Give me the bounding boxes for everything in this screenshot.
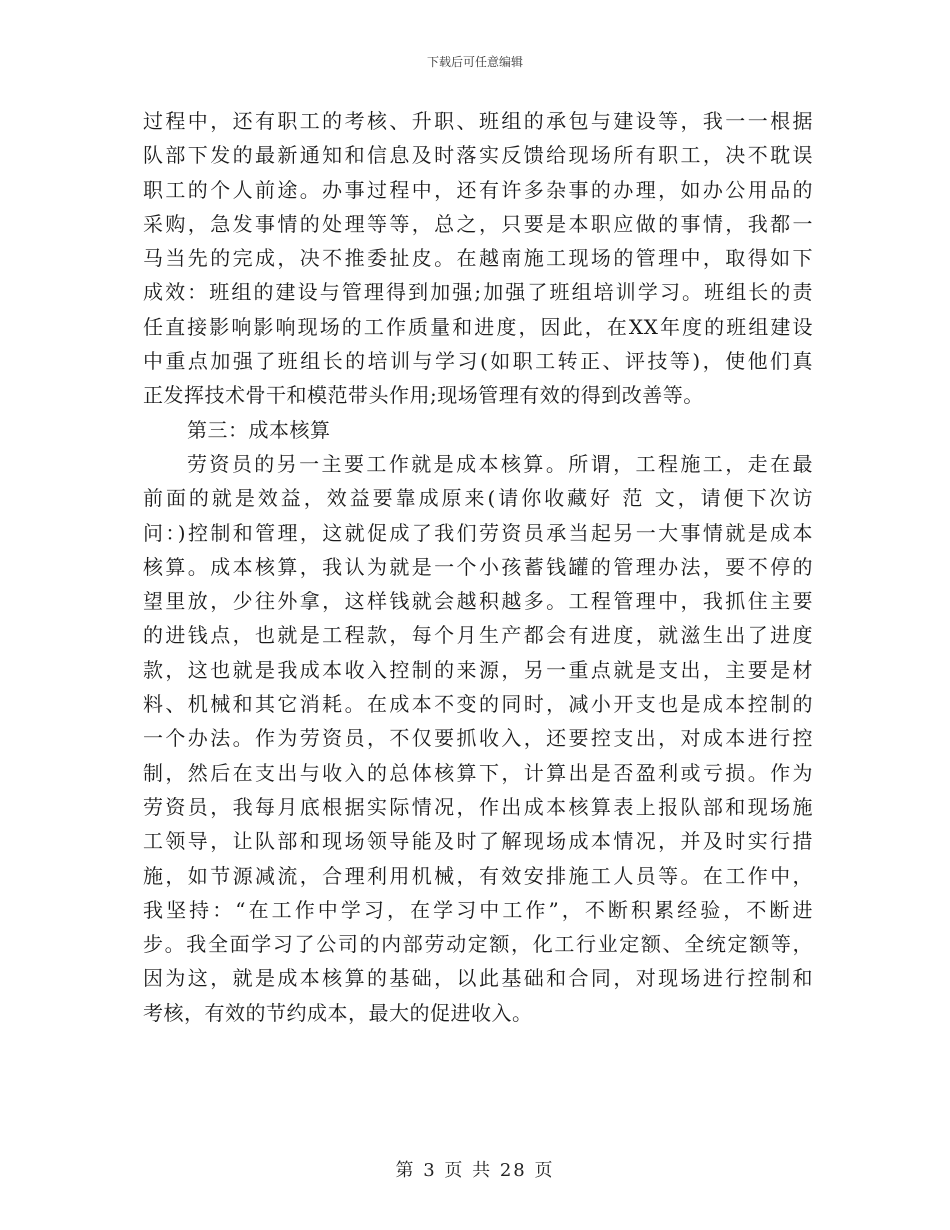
text-line: 我坚持：“在工作中学习，在学习中工作”，不断积累经验，不断进 xyxy=(143,897,813,922)
text-line: 正发挥技术骨干和模范带头作用;现场管理有效的得到改善等。 xyxy=(143,383,704,408)
text-line: 核算。成本核算，我认为就是一个小孩蓄钱罐的管理办法，要不停的 xyxy=(143,554,813,579)
text-line: 的进钱点，也就是工程款，每个月生产都会有进度，就滋生出了进度 xyxy=(143,623,813,648)
text-line: 料、机械和其它消耗。在成本不变的同时，减小开支也是成本控制的 xyxy=(143,692,813,717)
page-number: 第 3 页 共 28 页 xyxy=(395,1160,555,1181)
text-line: 款，这也就是我成本收入控制的来源，另一重点就是支出，主要是材 xyxy=(143,657,813,682)
text-line: 一个办法。作为劳资员，不仅要抓收入，还要控支出，对成本进行控 xyxy=(143,726,813,751)
text-line: 中重点加强了班组长的培训与学习(如职工转正、评技等)，使他们真 xyxy=(143,349,813,374)
text-line: 问：)控制和管理，这就促成了我们劳资员承当起另一大事情就是成本 xyxy=(143,520,813,545)
text-line: 职工的个人前途。办事过程中，还有许多杂事的办理，如办公用品的 xyxy=(143,177,813,202)
text-line: 步。我全面学习了公司的内部劳动定额，化工行业定额、全统定额等， xyxy=(143,932,813,957)
section-heading: 第三：成本核算 xyxy=(187,417,331,442)
text-line: 工领导，让队部和现场领导能及时了解现场成本情况，并及时实行措 xyxy=(143,829,813,854)
text-line: 采购，急发事情的处理等等，总之，只要是本职应做的事情，我都一 xyxy=(143,211,813,236)
text-line: 队部下发的最新通知和信息及时落实反馈给现场所有职工，决不耽误 xyxy=(143,143,813,168)
text-line: 马当先的完成，决不推委扯皮。在越南施工现场的管理中，取得如下 xyxy=(143,246,813,271)
text-line: 前面的就是效益，效益要靠成原来(请你收藏好 范 文，请便下次访 xyxy=(143,486,813,511)
text-line: 成效：班组的建设与管理得到加强;加强了班组培训学习。班组长的责 xyxy=(143,280,813,305)
text-line: 施，如节源减流，合理利用机械，有效安排施工人员等。在工作中， xyxy=(143,863,813,888)
text-line: 望里放，少往外拿，这样钱就会越积越多。工程管理中，我抓住主要 xyxy=(143,589,813,614)
text-line: 因为这，就是成本核算的基础，以此基础和合同，对现场进行控制和 xyxy=(143,966,813,991)
page-header: 下载后可任意编辑 xyxy=(426,55,523,69)
text-line: 任直接影响影响现场的工作质量和进度，因此，在XX年度的班组建设 xyxy=(143,314,813,339)
text-line: 制，然后在支出与收入的总体核算下，计算出是否盈利或亏损。作为 xyxy=(143,760,813,785)
text-line: 劳资员的另一主要工作就是成本核算。所谓，工程施工，走在最 xyxy=(187,451,813,476)
text-line: 过程中，还有职工的考核、升职、班组的承包与建设等，我一一根据 xyxy=(143,109,813,133)
document-body xyxy=(143,104,813,1030)
text-line: 考核，有效的节约成本，最大的促进收入。 xyxy=(143,1000,533,1025)
text-line: 劳资员，我每月底根据实际情况，作出成本核算表上报队部和现场施 xyxy=(143,794,813,819)
